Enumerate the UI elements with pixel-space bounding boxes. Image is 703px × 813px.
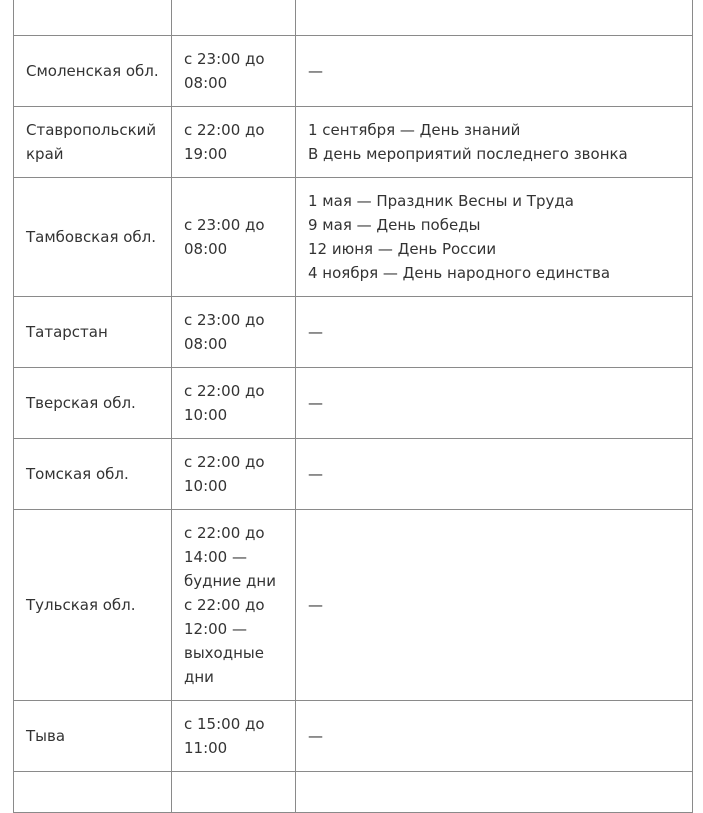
region-name: Тульская обл. (26, 596, 136, 614)
holidays-cell (296, 510, 693, 701)
holiday-line: 4 ноября — День народного единства (308, 264, 611, 282)
region-cell (14, 297, 172, 368)
time-cell (172, 368, 296, 439)
time-cell (172, 36, 296, 107)
table-body (14, 0, 693, 813)
time-line: 08:00 (184, 335, 228, 353)
holiday-line: — (308, 727, 323, 745)
table-row (14, 510, 693, 701)
table-cell (172, 0, 296, 36)
time-cell (172, 510, 296, 701)
time-line: с 23:00 до (184, 311, 265, 329)
time-line: с 22:00 до (184, 596, 265, 614)
holidays-cell (296, 36, 693, 107)
time-line: с 23:00 до (184, 216, 265, 234)
region-name: Ставропольский край (26, 121, 157, 163)
table-row (14, 368, 693, 439)
table-cell (296, 0, 693, 36)
region-name: Тамбовская обл. (26, 228, 157, 246)
time-cell (172, 107, 296, 178)
time-line: с 22:00 до (184, 453, 265, 471)
holiday-line: 1 мая — Праздник Весны и Труда (308, 192, 574, 210)
table-row (14, 297, 693, 368)
region-name: Тверская обл. (26, 394, 136, 412)
table-row (14, 36, 693, 107)
table-row (14, 107, 693, 178)
holiday-line: — (308, 596, 323, 614)
holidays-cell (296, 439, 693, 510)
time-line: 08:00 (184, 240, 228, 258)
holiday-line: — (308, 323, 323, 341)
table-row-partial-top (14, 0, 693, 36)
region-name: Тыва (26, 727, 66, 745)
time-cell (172, 297, 296, 368)
table-cell (14, 772, 172, 813)
region-cell (14, 368, 172, 439)
time-line: 14:00 — (184, 548, 247, 566)
time-line: с 15:00 до (184, 715, 265, 733)
holidays-cell (296, 297, 693, 368)
table-row-partial-bottom (14, 772, 693, 813)
time-cell (172, 439, 296, 510)
time-cell (172, 701, 296, 772)
table-cell (14, 0, 172, 36)
region-name: Смоленская обл. (26, 62, 159, 80)
holiday-line: 12 июня — День России (308, 240, 497, 258)
time-line: с 22:00 до (184, 121, 265, 139)
holiday-line: — (308, 465, 323, 483)
time-line: 12:00 — (184, 620, 247, 638)
holiday-line: — (308, 394, 323, 412)
region-cell (14, 107, 172, 178)
time-line: будние дни (184, 572, 276, 590)
holidays-cell (296, 107, 693, 178)
time-line: 08:00 (184, 74, 228, 92)
table-cell (296, 772, 693, 813)
holidays-cell (296, 701, 693, 772)
time-line: с 23:00 до (184, 50, 265, 68)
regions-table (13, 0, 693, 813)
time-line: дни (184, 668, 214, 686)
region-cell (14, 439, 172, 510)
time-cell (172, 178, 296, 297)
table-row (14, 701, 693, 772)
holiday-line: 1 сентября — День знаний (308, 121, 521, 139)
regions-table-container (13, 0, 692, 813)
time-line: 11:00 (184, 739, 228, 757)
holidays-cell (296, 368, 693, 439)
time-line: 19:00 (184, 145, 228, 163)
region-cell (14, 701, 172, 772)
holiday-line: В день мероприятий последнего звонка (308, 145, 628, 163)
table-cell (172, 772, 296, 813)
region-cell (14, 36, 172, 107)
time-line: 10:00 (184, 406, 228, 424)
time-line: 10:00 (184, 477, 228, 495)
time-line: с 22:00 до (184, 524, 265, 542)
holiday-line: — (308, 62, 323, 80)
region-name: Томская обл. (26, 465, 129, 483)
time-line: с 22:00 до (184, 382, 265, 400)
holiday-line: 9 мая — День победы (308, 216, 481, 234)
holidays-cell (296, 178, 693, 297)
table-row (14, 178, 693, 297)
region-cell (14, 178, 172, 297)
region-name: Татарстан (26, 323, 108, 341)
time-line: выходные (184, 644, 264, 662)
table-row (14, 439, 693, 510)
region-cell (14, 510, 172, 701)
